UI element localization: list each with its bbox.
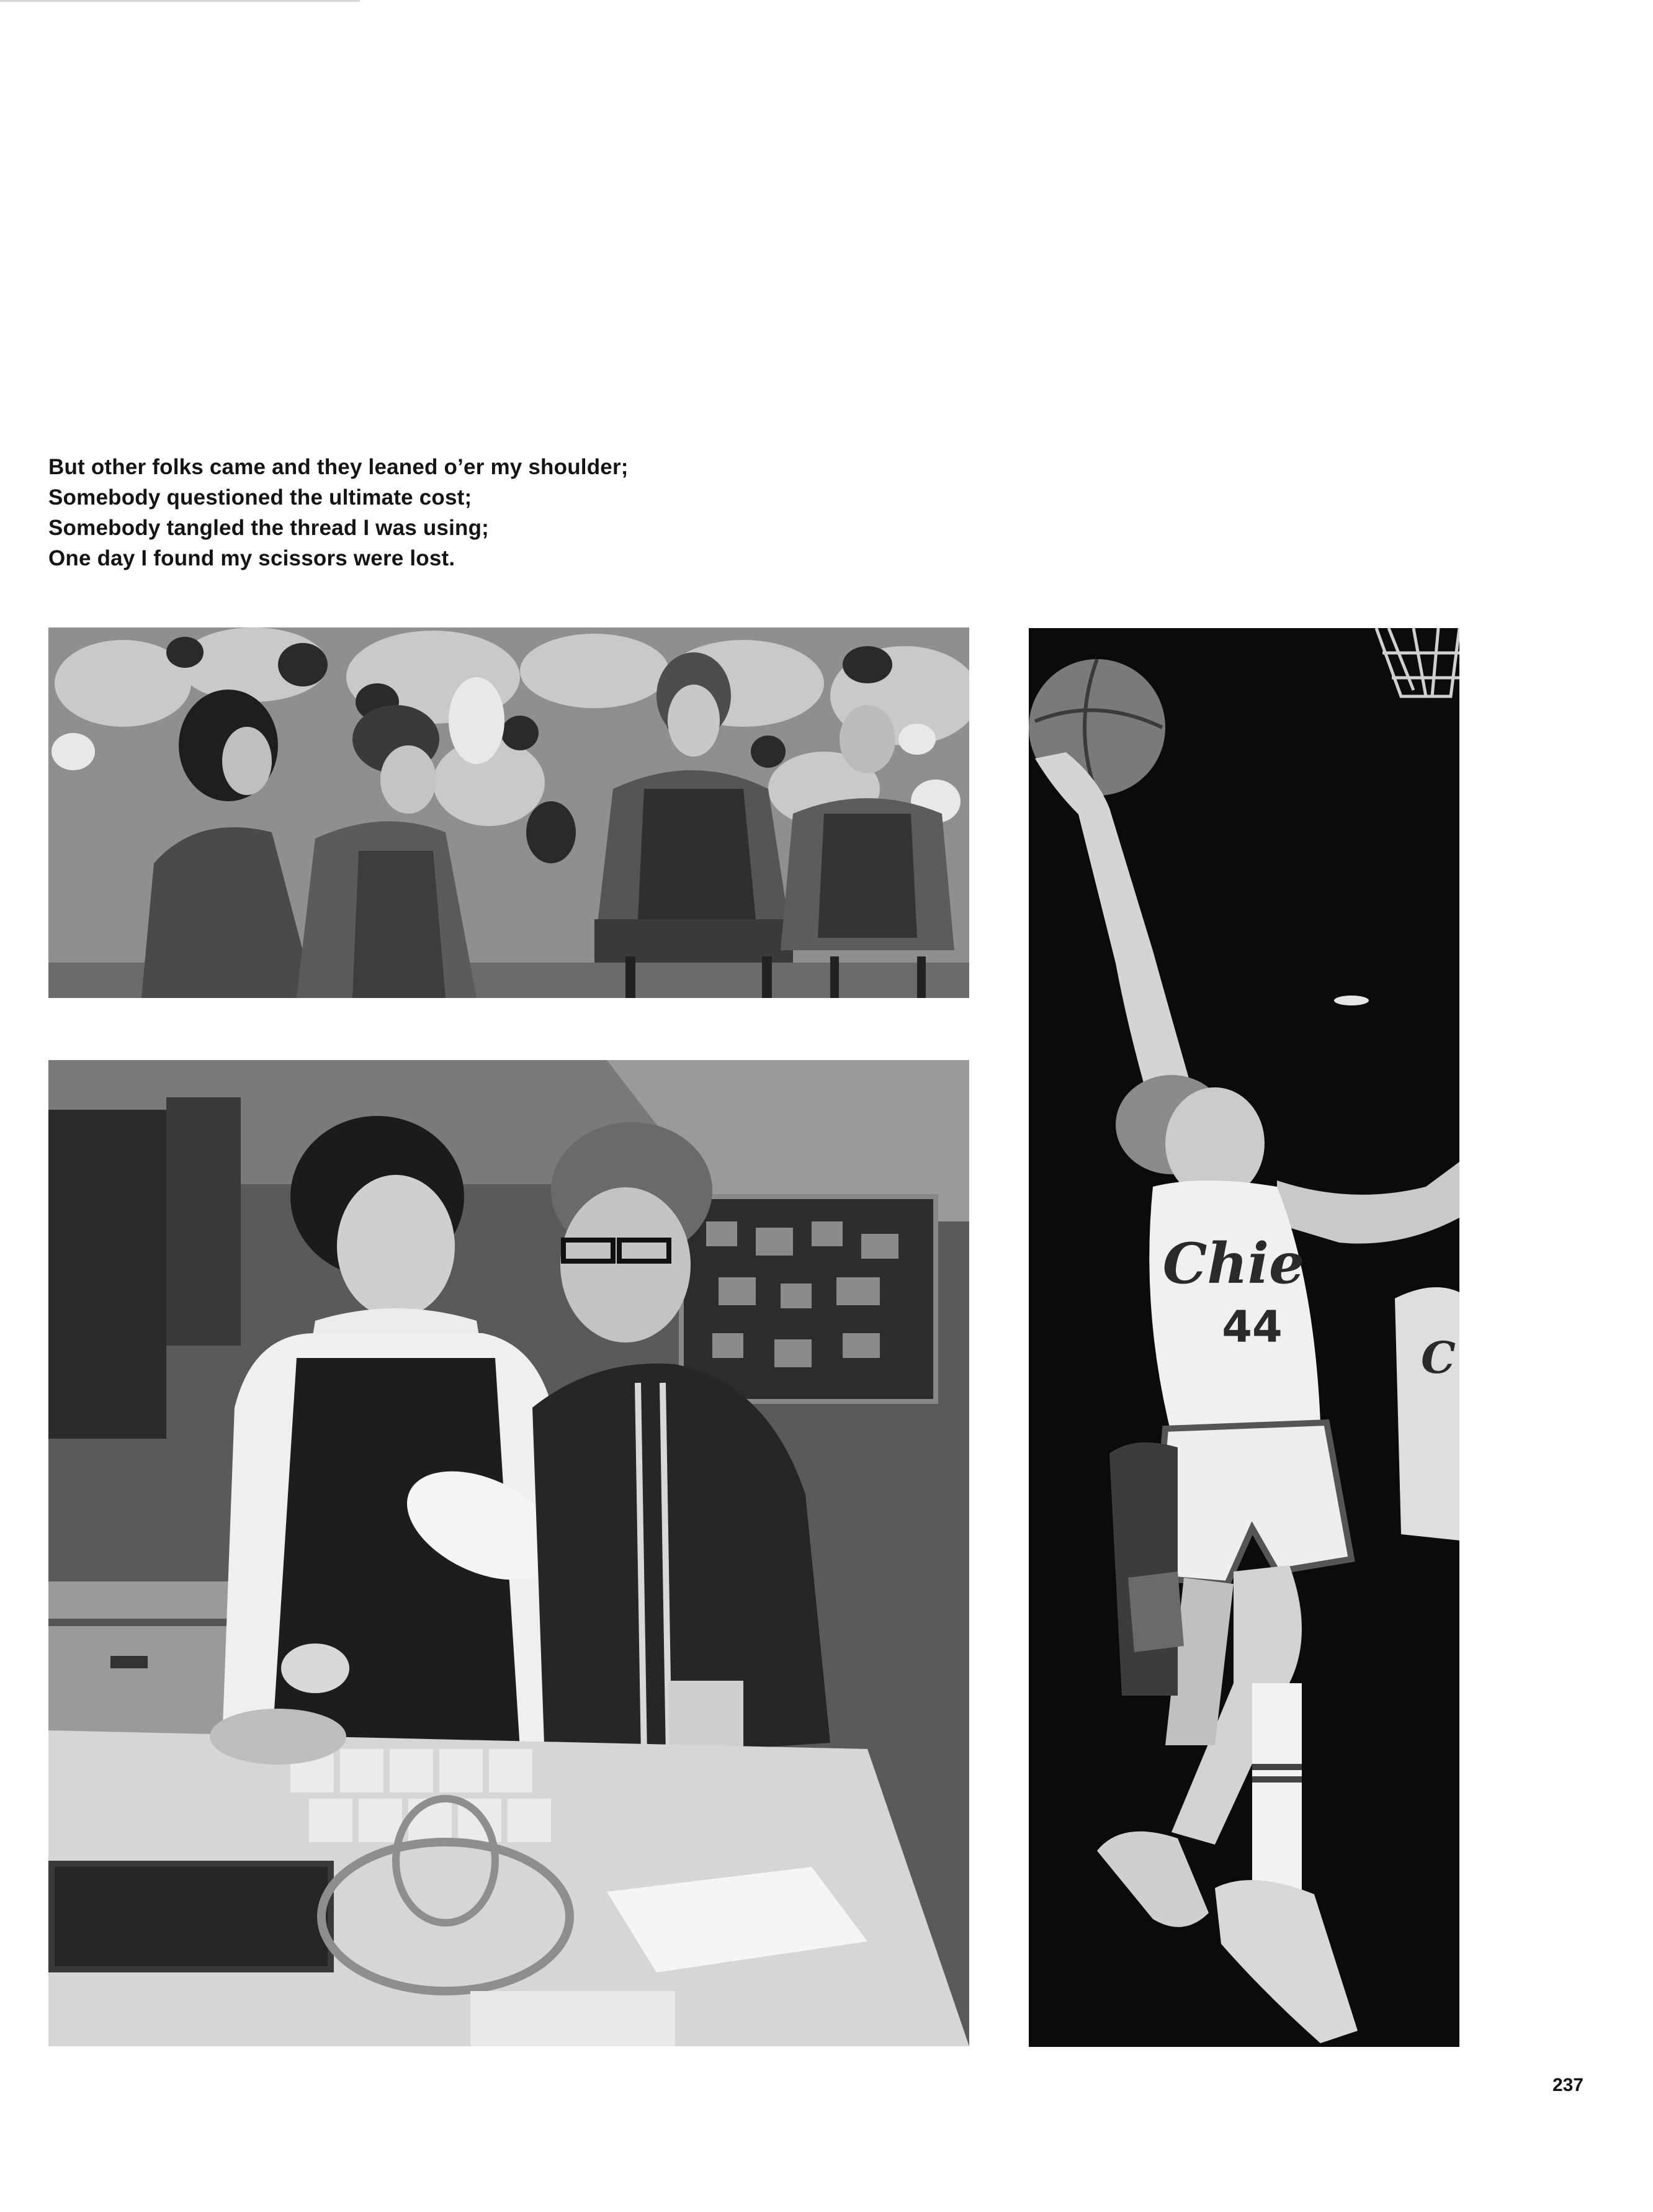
kitchen-photo <box>48 1060 969 2046</box>
poem-line-1: But other folks came and they leaned o’er my shoulder; <box>48 455 629 479</box>
second-jersey-text: C <box>1421 1332 1456 1383</box>
poem-line-2: Somebody questioned the ultimate cost; <box>48 485 472 510</box>
jersey-number: 44 <box>1222 1302 1283 1352</box>
poem-line-3: Somebody tangled the thread I was using; <box>48 516 490 540</box>
drama-photo-image <box>48 627 969 998</box>
basketball-photo <box>1029 628 1459 2047</box>
poem-stanza <box>48 452 979 573</box>
kitchen-photo-image <box>48 1060 969 2046</box>
poem-line-4: One day I found my scissors were lost. <box>48 546 455 570</box>
basketball-photo-image <box>1029 628 1459 2047</box>
top-rule <box>0 0 360 2</box>
jersey-text: Chie <box>1162 1231 1305 1297</box>
drama-photo <box>48 627 969 998</box>
page-number: 237 <box>1552 2075 1584 2095</box>
